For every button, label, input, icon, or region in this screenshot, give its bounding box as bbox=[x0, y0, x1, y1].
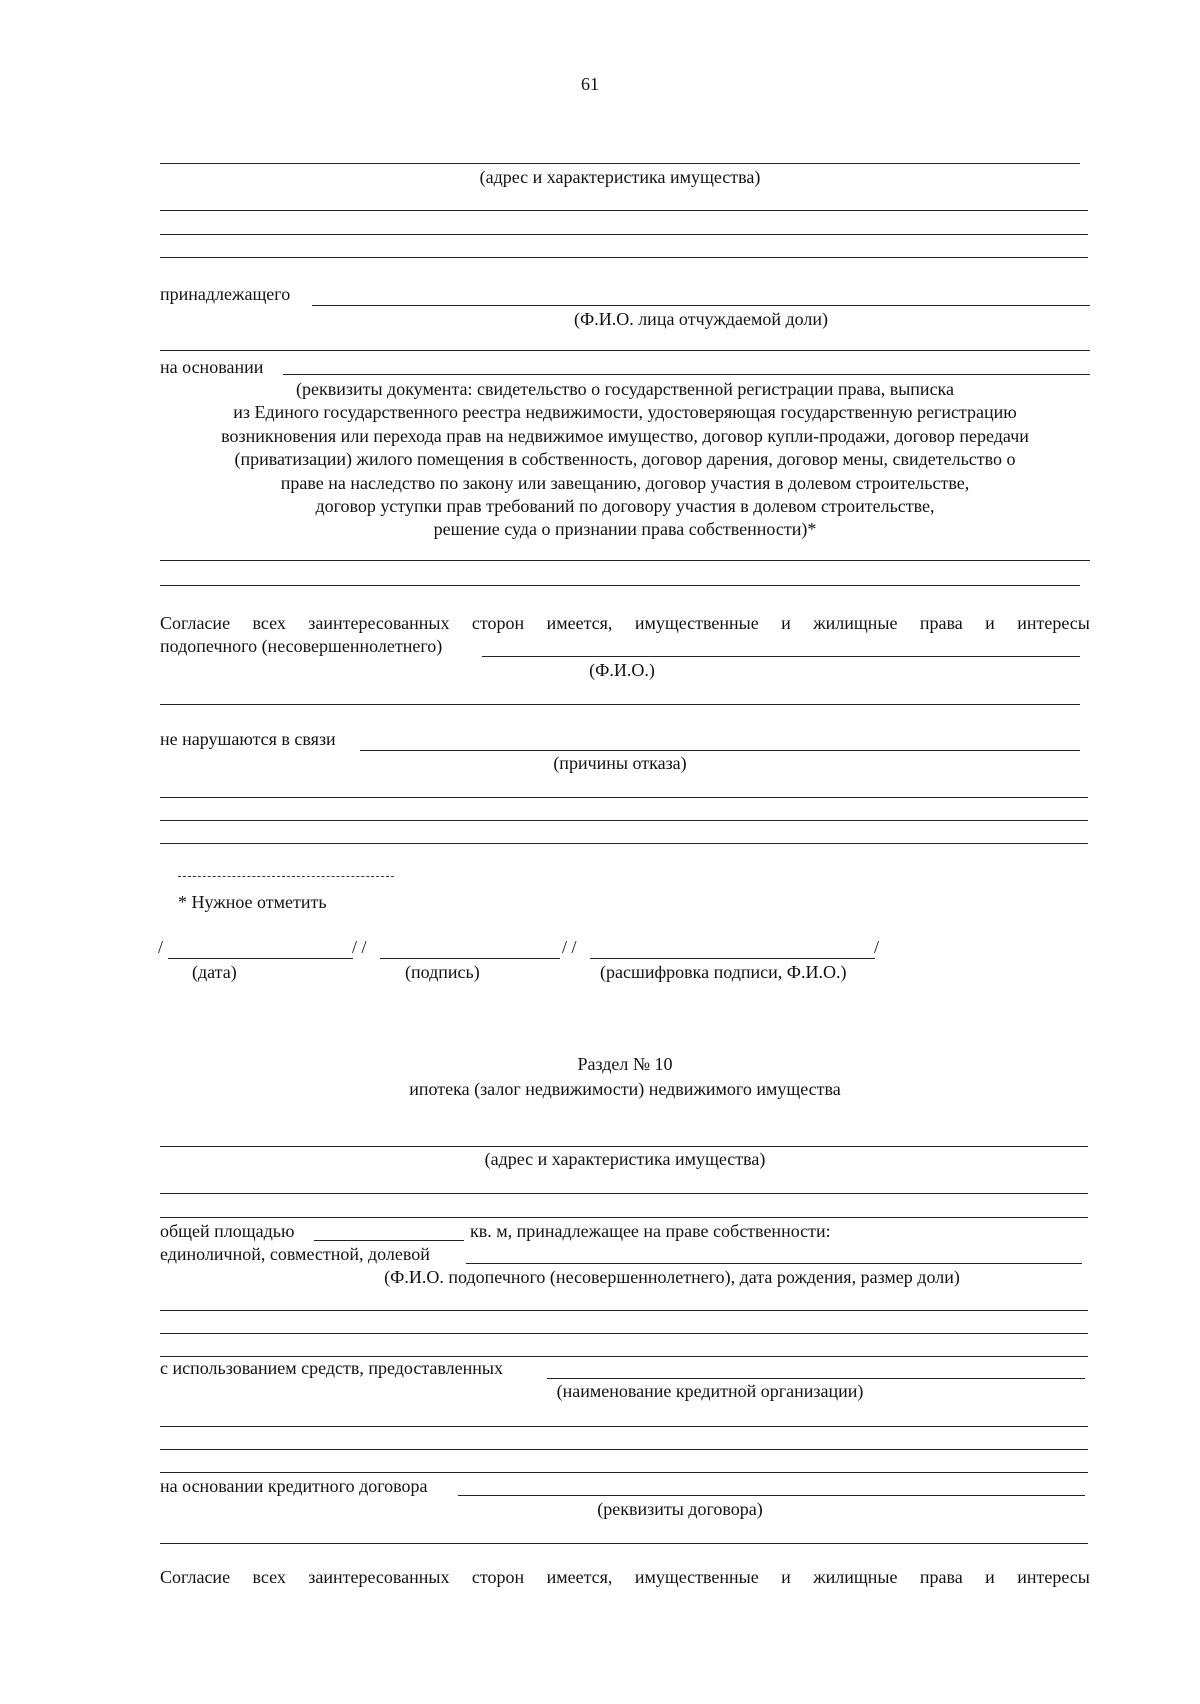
owner-field-line[interactable] bbox=[312, 305, 1090, 306]
sig-decoding-caption: (расшифровка подписи, Ф.И.О.) bbox=[600, 962, 847, 982]
signature-field-line[interactable] bbox=[380, 958, 560, 959]
funds-field-line[interactable] bbox=[547, 1378, 1085, 1379]
sig-signature-caption: (подпись) bbox=[405, 962, 480, 982]
consent-word: Согласие bbox=[160, 1567, 231, 1587]
ownership-line-2[interactable] bbox=[160, 1310, 1088, 1311]
consent-word: заинтересованных bbox=[308, 613, 450, 633]
ownership-caption: (Ф.И.О. подопечного (несовершеннолетнего), дата рождения, размер доли) bbox=[384, 1267, 960, 1287]
consent-word: и bbox=[781, 1567, 791, 1587]
consent-word: всех bbox=[252, 1567, 286, 1587]
basis-caption-line-3: возникновения или перехода прав на недвижимое имущество, договор купли-продажи, договор передачи bbox=[221, 426, 1029, 446]
area-field-line[interactable] bbox=[314, 1240, 464, 1241]
reasons-line-2[interactable] bbox=[160, 797, 1088, 798]
date-field-line[interactable] bbox=[168, 958, 353, 959]
consent-word: и bbox=[781, 613, 791, 633]
funds-label: с использованием средств, предоставленных bbox=[160, 1358, 504, 1378]
basis-caption-line-2: из Единого государственного реестра недвижимости, удостоверяющая государственную регистрацию bbox=[233, 402, 1017, 422]
consent-line bbox=[160, 612, 1090, 634]
basis-caption-line-5: праве на наследство по закону или завещанию, договор участия в долевом строительстве, bbox=[280, 473, 970, 493]
consent-word: имеется, bbox=[546, 613, 613, 633]
consent-word: права bbox=[919, 1567, 963, 1587]
owner-caption: (Ф.И.О. лица отчуждаемой доли) bbox=[573, 309, 829, 329]
ward-field-line[interactable] bbox=[482, 656, 1080, 657]
basis-line-3[interactable] bbox=[160, 585, 1080, 586]
footnote: * Нужное отметить bbox=[178, 892, 327, 912]
consent-word: жилищные bbox=[813, 613, 898, 633]
funds-line-4[interactable] bbox=[160, 1472, 1088, 1473]
s10-consent-line bbox=[160, 1566, 1090, 1588]
section-title: Раздел № 10 bbox=[577, 1054, 673, 1074]
s10-address-caption: (адрес и характеристика имущества) bbox=[484, 1149, 766, 1169]
basis-caption-line-6: договор уступки прав требований по договору участия в долевом строительстве, bbox=[315, 496, 935, 516]
ward-line-2[interactable] bbox=[160, 704, 1080, 705]
consent-word: Согласие bbox=[160, 613, 231, 633]
page-number: 61 bbox=[581, 74, 599, 94]
ownership-label: единоличной, совместной, долевой bbox=[160, 1244, 430, 1264]
address-line-4[interactable] bbox=[160, 257, 1088, 258]
basis-caption-line-7: решение суда о признании права собственности)* bbox=[433, 519, 817, 539]
section-subtitle: ипотека (залог недвижимости) недвижимого имущества bbox=[409, 1079, 841, 1099]
address-line[interactable] bbox=[160, 163, 1080, 164]
reasons-line-4[interactable] bbox=[160, 843, 1088, 844]
s10-address-line-2[interactable] bbox=[160, 1193, 1088, 1194]
ward-label: подопечного (несовершеннолетнего) bbox=[160, 636, 443, 656]
consent-word: интересы bbox=[1017, 613, 1090, 633]
decoding-field-line[interactable] bbox=[590, 958, 875, 959]
basis-field-line[interactable] bbox=[283, 374, 1090, 375]
sig-slash-end: / bbox=[874, 937, 880, 957]
address-line-3[interactable] bbox=[160, 234, 1088, 235]
credit-field-line[interactable] bbox=[458, 1495, 1085, 1496]
area-label: общей площадью bbox=[160, 1221, 295, 1241]
funds-line-2[interactable] bbox=[160, 1426, 1088, 1427]
address-line-2[interactable] bbox=[160, 210, 1088, 211]
ownership-line-3[interactable] bbox=[160, 1333, 1088, 1334]
basis-caption-line-1: (реквизиты документа: свидетельство о государственной регистрации права, выписка bbox=[295, 379, 955, 399]
basis-line-2[interactable] bbox=[160, 560, 1090, 561]
s10-address-line[interactable] bbox=[160, 1146, 1088, 1147]
basis-label: на основании bbox=[160, 357, 264, 377]
s10-address-line-3[interactable] bbox=[160, 1217, 1088, 1218]
consent-word: и bbox=[985, 1567, 995, 1587]
consent-word: всех bbox=[252, 613, 286, 633]
reasons-field-line[interactable] bbox=[360, 750, 1080, 751]
sig-slash-2: / / bbox=[562, 937, 577, 957]
owner-line-2[interactable] bbox=[160, 350, 1090, 351]
footnote-separator bbox=[178, 876, 394, 877]
sig-slash-start: / bbox=[158, 937, 164, 957]
consent-word: интересы bbox=[1017, 1567, 1090, 1587]
consent-word: жилищные bbox=[813, 1567, 898, 1587]
reasons-caption: (причины отказа) bbox=[553, 753, 687, 773]
consent-word: имеется, bbox=[546, 1567, 613, 1587]
credit-caption: (реквизиты договора) bbox=[597, 1499, 763, 1519]
consent-word: сторон bbox=[471, 613, 525, 633]
reasons-line-3[interactable] bbox=[160, 820, 1088, 821]
area-suffix: кв. м, принадлежащее на праве собственности: bbox=[470, 1221, 831, 1241]
consent-word: сторон bbox=[471, 1567, 525, 1587]
ownership-field-line[interactable] bbox=[466, 1263, 1082, 1264]
sig-slash-1: / / bbox=[352, 937, 367, 957]
consent-word: права bbox=[919, 613, 963, 633]
funds-line-3[interactable] bbox=[160, 1449, 1088, 1450]
funds-caption: (наименование кредитной организации) bbox=[556, 1381, 864, 1401]
consent-word: заинтересованных bbox=[308, 1567, 450, 1587]
consent-word: и bbox=[985, 613, 995, 633]
consent-word: имущественные bbox=[634, 613, 759, 633]
credit-label: на основании кредитного договора bbox=[160, 1476, 428, 1496]
credit-line-2[interactable] bbox=[160, 1543, 1088, 1544]
consent-word: имущественные bbox=[634, 1567, 759, 1587]
fio-caption: (Ф.И.О.) bbox=[589, 660, 655, 680]
owner-label: принадлежащего bbox=[160, 284, 291, 304]
not-violated-label: не нарушаются в связи bbox=[160, 729, 336, 749]
sig-date-caption: (дата) bbox=[192, 962, 237, 982]
address-caption: (адрес и характеристика имущества) bbox=[479, 167, 761, 187]
basis-caption-line-4: (приватизации) жилого помещения в собственность, договор дарения, договор мены, свидетельство о bbox=[234, 449, 1016, 469]
